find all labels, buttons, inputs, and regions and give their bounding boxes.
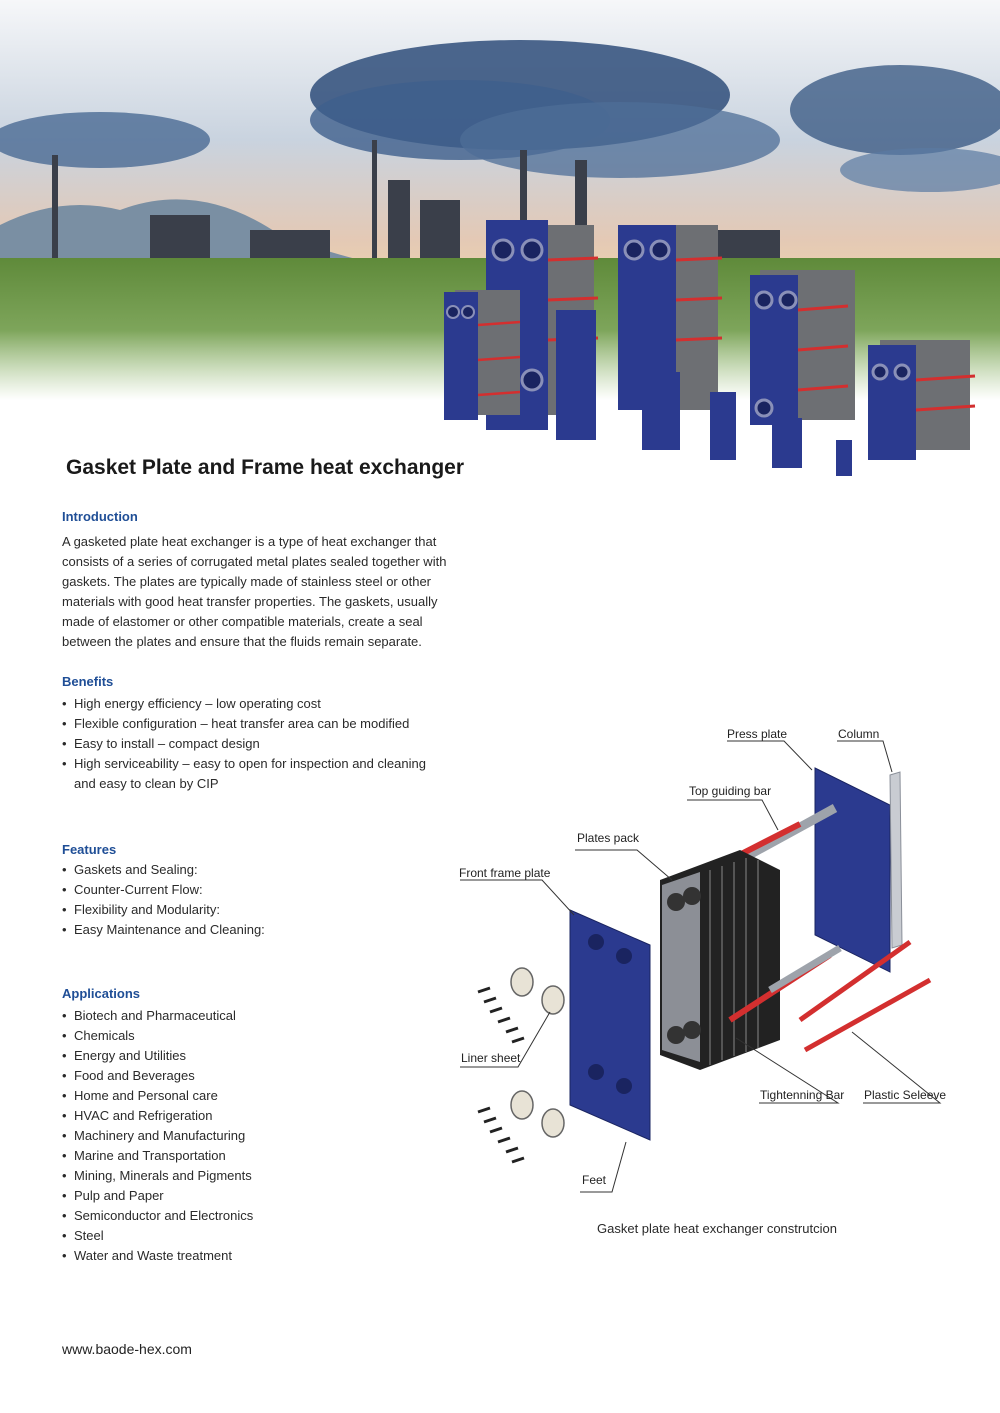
list-item: • Easy to install – compact design [62,734,432,754]
list-item: • Pulp and Paper [62,1186,422,1206]
list-item: • Machinery and Manufacturing [62,1126,422,1146]
list-item: • Marine and Transportation [62,1146,422,1166]
list-item: • High serviceability – easy to open for inspection and cleaning and easy to clean by CIP [62,754,432,794]
list-item: • Flexible configuration – heat transfer area can be modified [62,714,432,734]
benefits-list [62,694,432,794]
website-url[interactable]: www.baode-hex.com [62,1341,192,1357]
label-plates-pack: Plates pack [577,831,640,845]
label-column: Column [838,727,880,741]
label-feet: Feet [582,1173,607,1187]
list-item: • HVAC and Refrigeration [62,1106,422,1126]
list-item: • Mining, Minerals and Pigments [62,1166,422,1186]
list-item: • Home and Personal care [62,1086,422,1106]
column-shape [890,772,902,948]
introduction-text: A gasketed plate heat exchanger is a type of heat exchanger that consists of a series of corrugated metal plates sealed together with gaskets. The plates are typically made of stainless steel or other materials with good heat transfer properties. The gaskets, usually made of elastomer or other compatible materials, create a seal between the plates and ensure that the fluids remain separate. [62,534,447,649]
hero-illustration [0,0,1000,520]
benefits-heading: Benefits [62,674,114,689]
features-heading: Features [62,842,117,857]
introduction-heading: Introduction [62,509,138,524]
hero-image [0,0,1000,520]
bottom-guiding-bar-shape [770,948,840,990]
list-item: • Steel [62,1226,422,1246]
label-tightening-bar: Tightenning Bar [760,1088,845,1102]
list-item: • Counter-Current Flow: [62,880,422,900]
bolt-set-shapes [478,988,524,1162]
press-plate-shape [815,768,890,972]
list-item: • Energy and Utilities [62,1046,422,1066]
plates-pack-shape [660,850,780,1070]
list-item: • Semiconductor and Electronics [62,1206,422,1226]
list-item: • Gaskets and Sealing: [62,860,422,880]
label-press-plate: Press plate [727,727,788,741]
front-frame-plate-shape [570,910,650,1140]
list-item: • Easy Maintenance and Cleaning: [62,920,422,940]
applications-list [62,1006,422,1266]
label-top-guiding-bar: Top guiding bar [689,784,772,798]
list-item: • High energy efficiency – low operating cost [62,694,432,714]
list-item: • Water and Waste treatment [62,1246,422,1266]
label-liner-sheet: Liner sheet [461,1051,521,1065]
list-item: • Biotech and Pharmaceutical [62,1006,422,1026]
features-list [62,860,422,940]
list-item: • Flexibility and Modularity: [62,900,422,920]
page-title: Gasket Plate and Frame heat exchanger [66,456,465,479]
label-front-frame-plate: Front frame plate [459,866,551,880]
list-item: • Food and Beverages [62,1066,422,1086]
tightening-bar-shape [805,980,930,1050]
construction-diagram [440,720,980,1200]
label-plastic-sleeve: Plastic Seleeve [864,1088,947,1102]
diagram-caption: Gasket plate heat exchanger construtcion [597,1221,837,1236]
applications-heading: Applications [62,986,141,1001]
list-item: • Chemicals [62,1026,422,1046]
